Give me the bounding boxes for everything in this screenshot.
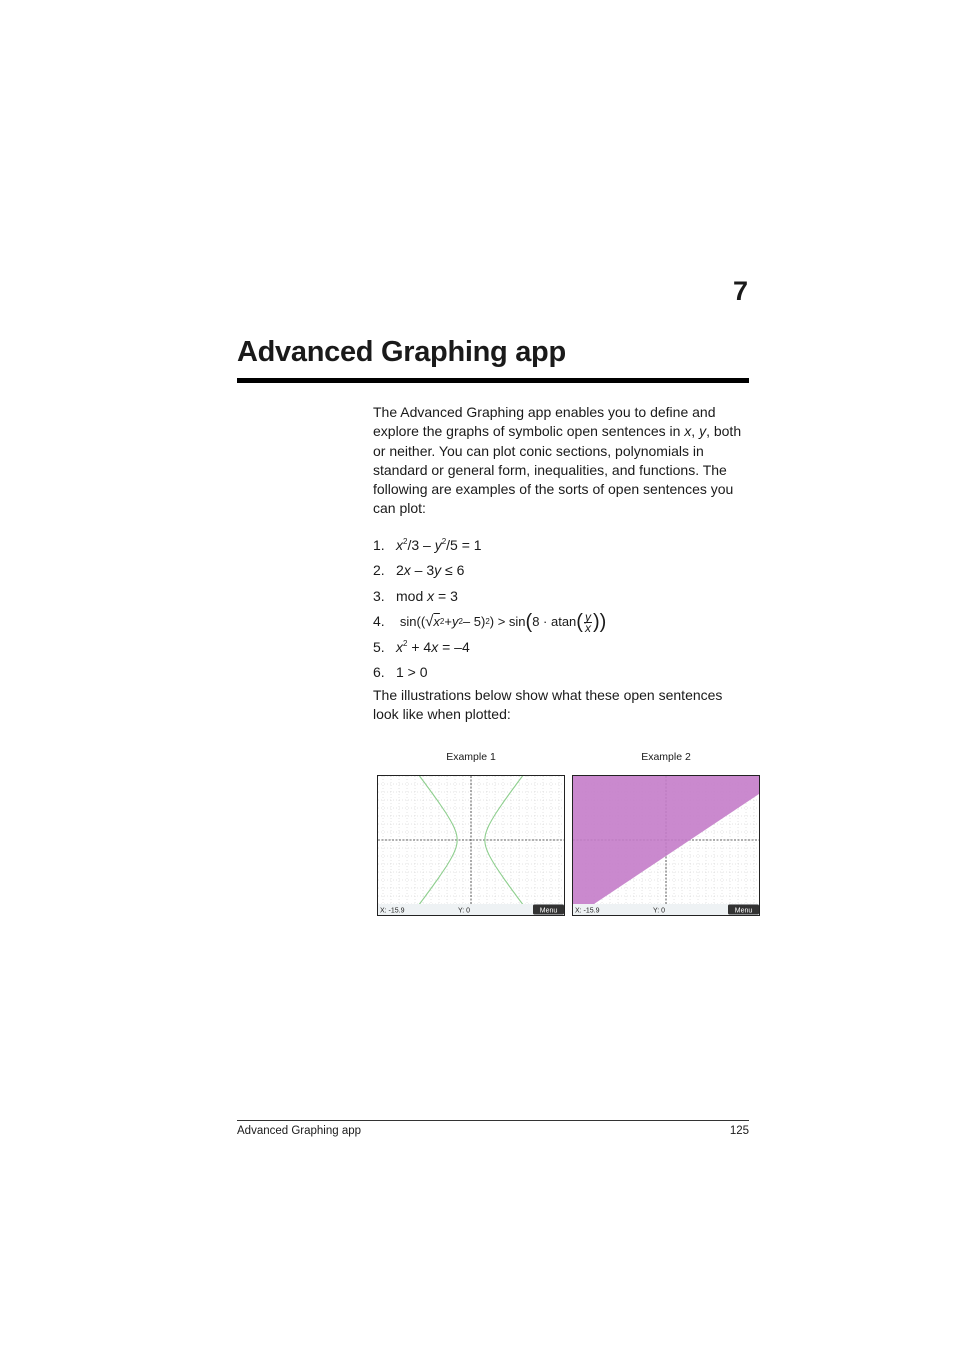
examples-list: [373, 533, 751, 686]
x-readout: X: -15.9: [575, 907, 600, 915]
footer-rule: [237, 1120, 749, 1121]
list-item: 4. sin(( √ x 2 + y 2 – 5) 2 ) > sin ( 8 · atan ( $\frac{y}{x}$ )): [373, 609, 607, 635]
list-item: 6. 1 > 0: [373, 664, 428, 681]
hyperbola-left-branch: [415, 776, 457, 910]
page-number: 125: [729, 1125, 749, 1137]
hyperbola-plot: [378, 776, 564, 915]
outro-paragraph: The illustrations below show what these open sentences look like when plotted:: [373, 686, 723, 723]
intro-paragraph: The Advanced Graphing app enables you to define and explore the graphs of symbolic open sentences in x, y, both or neither. You can plot conic sections, polynomials in standard or general form, inequalities, and functions. The following are examples of the sorts of open sentences you can plot:: [373, 404, 742, 517]
list-item: 2. 2x – 3y ≤ 6: [373, 562, 465, 579]
menu-label: Menu: [734, 907, 753, 915]
menu-label: Menu: [539, 907, 558, 915]
inequality-region: [573, 776, 759, 915]
title-rule: [237, 378, 749, 383]
list-item: 5. $x^2 + 4x = -4$: [373, 638, 470, 655]
figure-caption-1: Example 1: [446, 751, 496, 763]
x-readout: X: -15.9: [380, 907, 405, 915]
y-readout: Y: 0: [653, 907, 666, 915]
hyperbola-right-branch: [485, 776, 527, 910]
list-item: 3. mod x = 3: [373, 587, 458, 604]
list-item: 1. $x^2/3 - y^2/5 = 1$: [373, 536, 482, 553]
formula-sin-atan: sin(( √ x 2 + y 2 – 5) 2 ) > sin ( 8 · atan ( $\frac{y}{x}$ )): [399, 609, 607, 635]
inequality-plot: [573, 776, 759, 915]
footer-chapter-title: Advanced Graphing app: [237, 1125, 362, 1137]
fraction-y-over-x: $\frac{y}{x}$: [584, 609, 591, 635]
chapter-number: 7: [732, 276, 748, 306]
figure-example-1: [377, 775, 565, 916]
plot-grid: [378, 776, 564, 904]
body-text: [373, 403, 751, 724]
chapter-title: Advanced Graphing app: [237, 336, 566, 368]
y-readout: Y: 0: [458, 907, 471, 915]
figure-caption-2: Example 2: [641, 751, 691, 763]
figure-example-2: [572, 775, 760, 916]
